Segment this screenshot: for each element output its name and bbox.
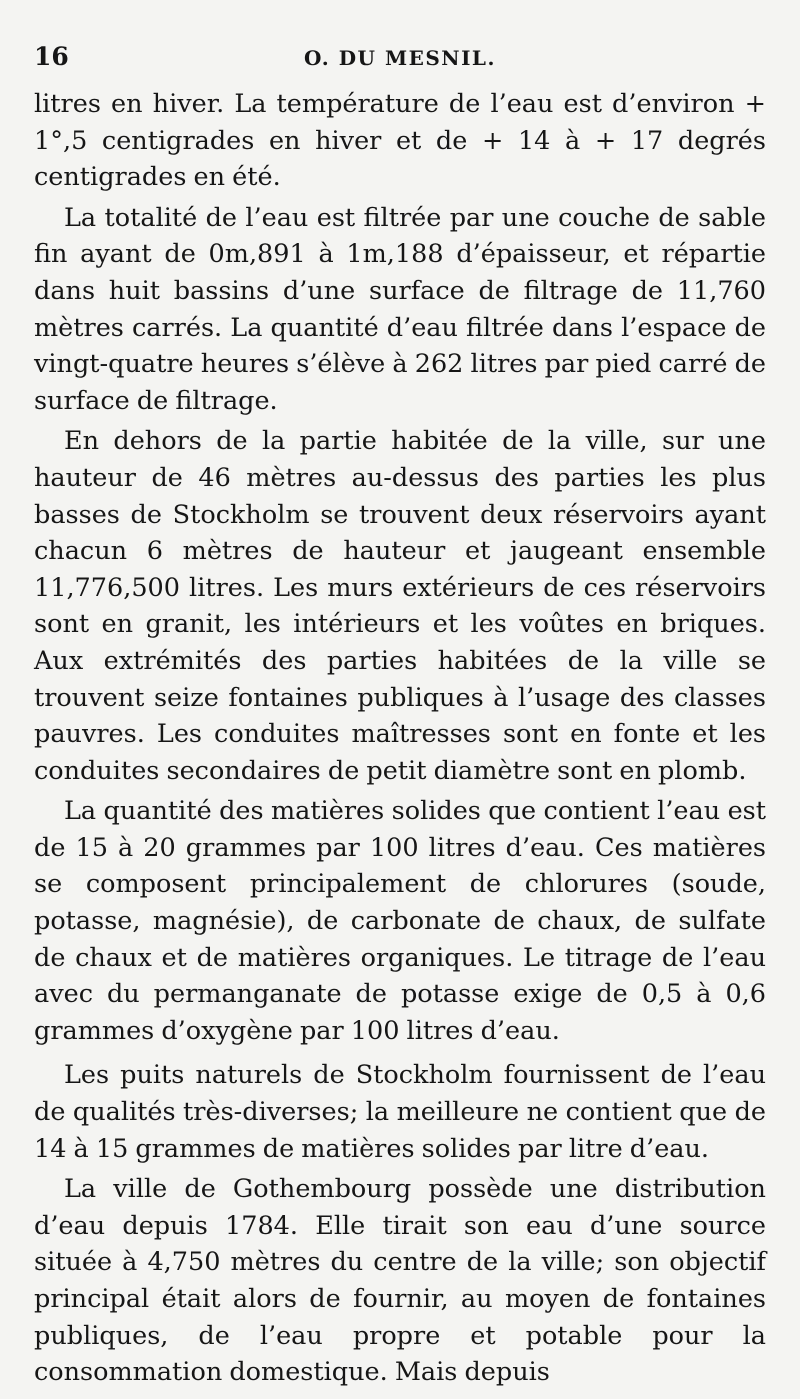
page-header	[34, 36, 766, 80]
paragraph-gothenburg: La ville de Gothembourg possède une distribution d’eau depuis 1784. Elle tirait son eau d’une source située à 4,750 mètres du centre de la ville; son objectif principal était alors de fournir, au moyen de fontaines publiques, de l’eau propre et potable pour la consommation domestique. Mais depuis	[34, 1174, 766, 1388]
running-head: O. DU MESNIL.	[304, 46, 496, 70]
paragraph-reservoirs: En dehors de la partie habitée de la ville, sur une hauteur de 46 mètres au-dessus des parties les plus basses de Stockholm se trouvent deux réservoirs ayant chacun 6 mètres de hauteur et jaugeant ensemble 11,776,500 litres. Les murs extérieurs de ces réservoirs sont en granit, les intérieurs et les voûtes en briques. Aux extrémités des parties habitées de la ville se trouvent seize fontaines publiques à l’usage des classes pauvres. Les conduites maîtresses sont en fonte et les conduites secondaires de petit diamètre sont en plomb.	[34, 426, 766, 786]
paragraph-continued: litres en hiver. La température de l’eau est d’environ + 1°,5 centigrades en hiver et de + 14 à + 17 degrés centigrades en été.	[34, 89, 766, 193]
body-text	[34, 86, 766, 1391]
paragraph-wells: Les puits naturels de Stockholm fournissent de l’eau de qualités très-diverses; la meilleure ne contient que de 14 à 15 grammes de matières solides par litre d’eau.	[34, 1060, 766, 1164]
paragraph-solid-matter: La quantité des matières solides que contient l’eau est de 15 à 20 grammes par 100 litres d’eau. Ces matières se composent principalement de chlorures (soude, potasse, magnésie), de carbonate de chaux, de sulfate de chaux et de matières organiques. Le titrage de l’eau avec du permanganate de potasse exige de 0,5 à 0,6 grammes d’oxygène par 100 litres d’eau.	[34, 796, 766, 1046]
page-number: 16	[34, 42, 69, 71]
paragraph-filtration: La totalité de l’eau est filtrée par une couche de sable fin ayant de 0m,891 à 1m,188 d’épaisseur, et répartie dans huit bassins d’une surface de filtrage de 11,760 mètres carrés. La quantité d’eau filtrée dans l’espace de vingt-quatre heures s’élève à 262 litres par pied carré de surface de filtrage.	[34, 202, 766, 416]
